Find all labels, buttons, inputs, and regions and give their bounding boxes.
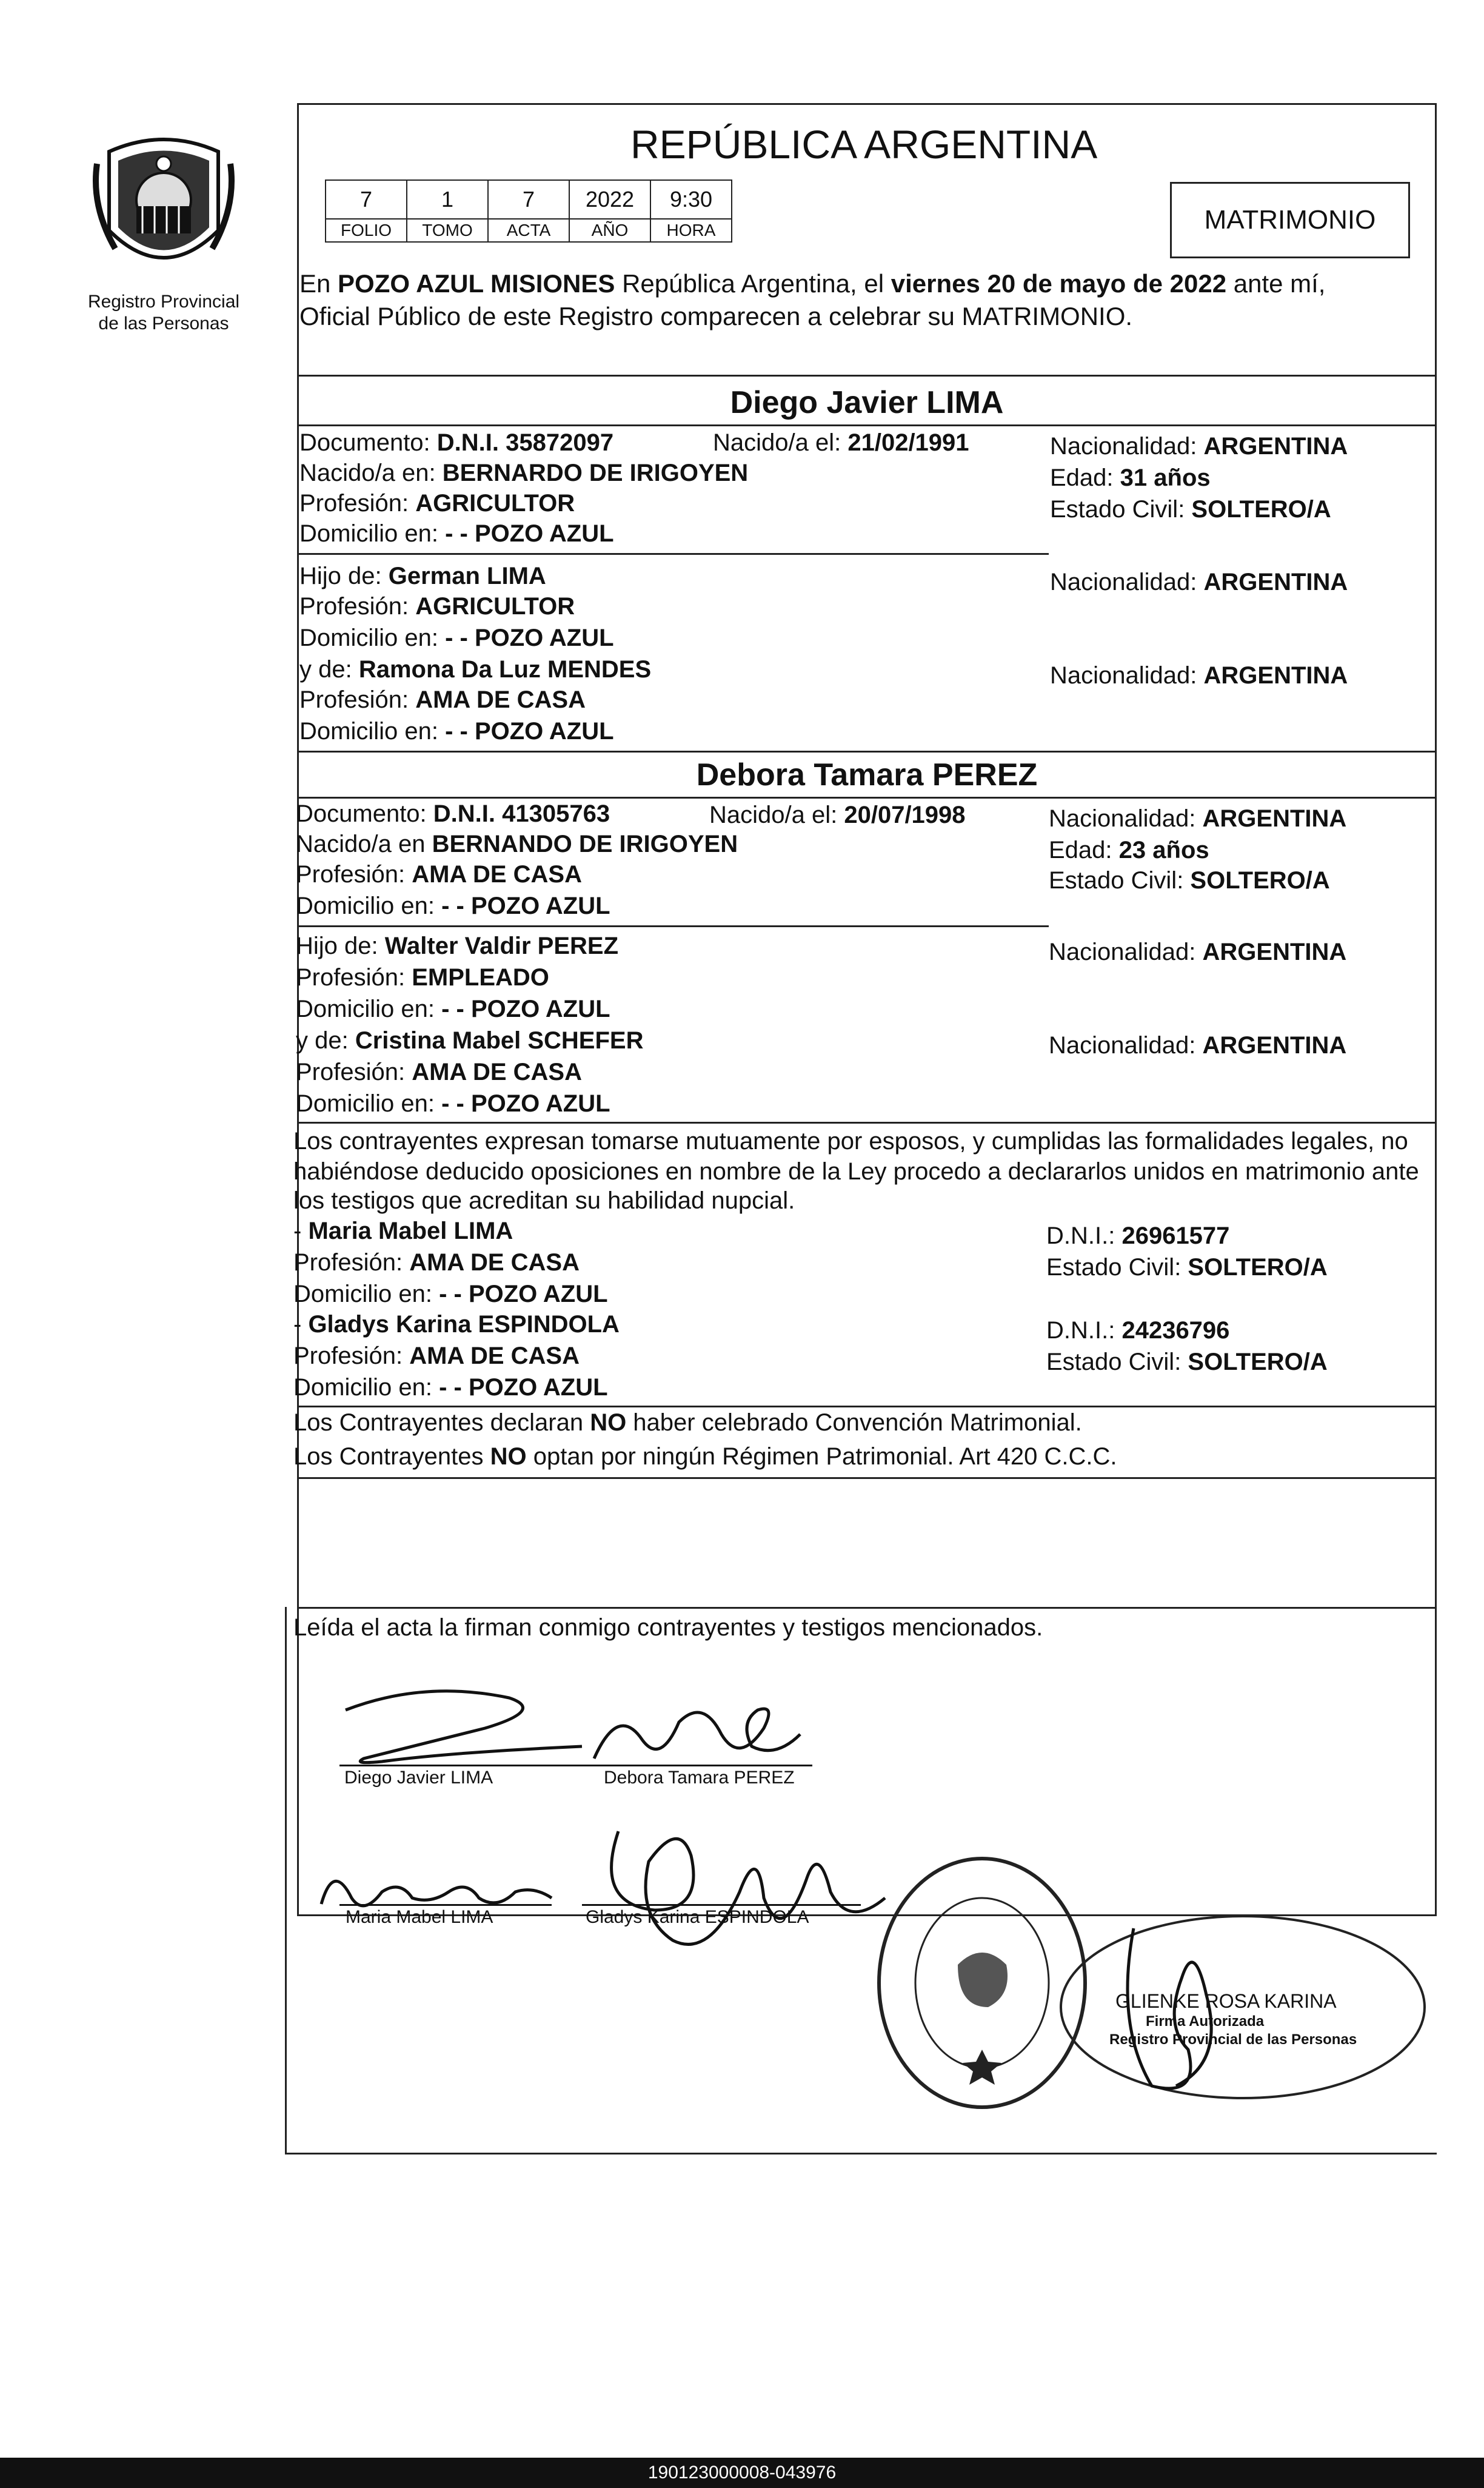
act-type-badge: MATRIMONIO [1170, 182, 1410, 258]
value: SOLTERO/A [1188, 1349, 1328, 1375]
label: Domicilio en: [296, 893, 442, 919]
intro-text: ante mí, [1226, 269, 1326, 298]
acta-value: 7 [488, 180, 569, 219]
year-value: 2022 [569, 180, 650, 219]
section-divider [297, 424, 1437, 426]
value: AGRICULTOR [415, 593, 575, 620]
groom-mother-profession [299, 685, 586, 714]
witness-2-signature [582, 1807, 897, 1965]
text: Los Contrayentes declaran [293, 1409, 590, 1436]
bride-document [296, 799, 610, 828]
folio-value: 7 [326, 180, 407, 219]
witness-1-name [293, 1216, 513, 1246]
label: Estado Civil: [1050, 496, 1192, 523]
closing-statement: Leída el acta la firman conmigo contrayentes y testigos mencionados. [293, 1614, 1043, 1641]
groom-mother-nationality [1050, 661, 1348, 690]
folio-label: FOLIO [326, 219, 407, 242]
label: Nacionalidad: [1049, 1032, 1203, 1059]
label: Nacionalidad: [1050, 569, 1204, 595]
label: D.N.I.: [1046, 1317, 1122, 1344]
bride-profession [296, 860, 582, 889]
value: ARGENTINA [1202, 805, 1347, 832]
value: ARGENTINA [1203, 662, 1348, 689]
label: Profesión: [293, 1343, 410, 1369]
bride-signature-line [582, 1765, 812, 1766]
bride-age [1049, 836, 1209, 865]
text: Los Contrayentes [293, 1443, 490, 1470]
bullet: - [293, 1311, 309, 1338]
officer-organization: Registro Provincial de las Personas [1109, 2031, 1357, 2048]
label: Domicilio en: [296, 1090, 442, 1117]
section-divider [297, 797, 1437, 799]
value: SOLTERO/A [1188, 1254, 1328, 1281]
groom-domicile [299, 519, 614, 548]
intro-line-2: Oficial Público de este Registro comparecen a celebrar su MATRIMONIO. [299, 302, 1133, 330]
label: Domicilio en: [296, 996, 442, 1022]
value: - - POZO AZUL [439, 1281, 608, 1307]
groom-birthdate [713, 428, 969, 457]
witness-1-signature-line [339, 1904, 552, 1906]
row-separator [297, 925, 1049, 927]
declaration-line-3: los testigos que acreditan su habilidad nupcial. [293, 1187, 795, 1214]
bride-birthplace [296, 830, 738, 859]
label: y de: [299, 656, 359, 683]
province-crest-logo [85, 127, 242, 285]
year-label: AÑO [569, 219, 650, 242]
value: D.N.I. 41305763 [433, 800, 610, 827]
tomo-value: 1 [407, 180, 488, 219]
bride-signature-caption: Debora Tamara PEREZ [604, 1768, 795, 1788]
groom-mother-domicile [299, 717, 614, 746]
groom-document [299, 428, 613, 457]
witness-2-signature-caption: Gladys Karina ESPINDOLA [586, 1907, 809, 1927]
value: ARGENTINA [1202, 939, 1347, 965]
declaration-line-2: habiéndose deducido oposiciones en nombre de la Ley procedo a declararlos unidos en matrimonio ante [293, 1158, 1419, 1185]
bride-mother [296, 1026, 644, 1055]
value: Maria Mabel LIMA [308, 1218, 513, 1244]
frame-left-edge [285, 1607, 287, 2153]
emphasis: NO [490, 1443, 527, 1470]
value: Cristina Mabel SCHEFER [355, 1027, 644, 1054]
bride-mother-domicile [296, 1089, 610, 1118]
bullet: - [293, 1218, 309, 1244]
bride-mother-nationality [1049, 1031, 1346, 1060]
label: Domicilio en: [293, 1374, 440, 1401]
tomo-label: TOMO [407, 219, 488, 242]
label: Estado Civil: [1049, 867, 1191, 894]
bride-father [296, 931, 618, 961]
value: ARGENTINA [1203, 433, 1348, 460]
value: 21/02/1991 [847, 429, 969, 456]
witness-2-name [293, 1310, 620, 1339]
groom-father-profession [299, 592, 575, 621]
label: Edad: [1049, 837, 1119, 863]
label: Nacido/a en [296, 831, 432, 857]
value: - - POZO AZUL [441, 893, 610, 919]
bride-father-nationality [1049, 937, 1346, 967]
value: German LIMA [388, 563, 546, 589]
bride-birthdate [709, 800, 966, 830]
label: Documento: [299, 429, 437, 456]
intro-text: En [299, 269, 338, 298]
label: Profesión: [296, 1059, 412, 1085]
witness-1-dni [1046, 1221, 1229, 1250]
witness-2-domicile [293, 1373, 608, 1402]
value: SOLTERO/A [1190, 867, 1330, 894]
label: Estado Civil: [1046, 1254, 1188, 1281]
section-divider [297, 375, 1437, 377]
groom-signature [327, 1674, 618, 1771]
label: Profesión: [299, 490, 416, 517]
country-title: REPÚBLICA ARGENTINA [630, 122, 1098, 167]
section-divider [297, 1607, 1437, 1609]
groom-name-heading: Diego Javier LIMA [730, 385, 1004, 420]
label: Nacionalidad: [1050, 662, 1204, 689]
value: EMPLEADO [412, 964, 549, 991]
value: 20/07/1998 [844, 802, 966, 828]
officer-title: Firma Autorizada [1146, 2013, 1265, 2030]
section-divider [297, 751, 1437, 753]
emphasis: NO [590, 1409, 627, 1436]
label: Domicilio en: [299, 520, 446, 547]
witness-2-dni [1046, 1316, 1229, 1345]
label: y de: [296, 1027, 355, 1054]
label: Profesión: [296, 861, 412, 888]
value: BERNARDO DE IRIGOYEN [442, 460, 749, 486]
label: Domicilio en: [299, 625, 446, 651]
value: AMA DE CASA [412, 861, 582, 888]
value: AMA DE CASA [415, 686, 586, 713]
intro-line-1 [299, 269, 1325, 298]
value: D.N.I. 35872097 [436, 429, 614, 456]
value: - - POZO AZUL [441, 996, 610, 1022]
bride-father-domicile [296, 994, 610, 1024]
witness-1-domicile [293, 1279, 608, 1309]
witness-1-signature-caption: Maria Mabel LIMA [346, 1907, 493, 1927]
value: 24236796 [1121, 1317, 1230, 1344]
label: Profesión: [296, 964, 412, 991]
groom-profession [299, 489, 575, 518]
bride-father-profession [296, 963, 549, 992]
bride-domicile [296, 891, 610, 920]
label: Profesión: [299, 593, 416, 620]
groom-birthplace [299, 458, 748, 488]
document-id-bar: 190123000008-043976 [0, 2458, 1484, 2488]
value: SOLTERO/A [1191, 496, 1331, 523]
groom-civil-status [1050, 495, 1331, 524]
registry-caption [61, 291, 267, 335]
frame-bottom-edge [285, 2153, 1437, 2154]
declaration-line-1: Los contrayentes expresan tomarse mutuamente por esposos, y cumplidas las formalidades legales, no [293, 1128, 1408, 1155]
value: - - POZO AZUL [439, 1374, 608, 1401]
label: D.N.I.: [1046, 1222, 1122, 1249]
groom-signature-line [339, 1765, 588, 1766]
convention-line-2 [293, 1442, 1117, 1471]
value: AGRICULTOR [415, 490, 575, 517]
label: Nacido/a el: [709, 802, 844, 828]
groom-signature-caption: Diego Javier LIMA [344, 1768, 493, 1788]
caption-line-1: Registro Provincial [87, 292, 240, 312]
officer-name: GLIENKE ROSA KARINA [1115, 1990, 1337, 2012]
value: Ramona Da Luz MENDES [358, 656, 652, 683]
groom-mother [299, 655, 651, 684]
value: Gladys Karina ESPINDOLA [308, 1311, 620, 1338]
value: AMA DE CASA [409, 1249, 580, 1276]
label: Domicilio en: [293, 1281, 440, 1307]
bride-mother-profession [296, 1058, 582, 1087]
label: Nacionalidad: [1049, 939, 1203, 965]
value: - - POZO AZUL [445, 718, 614, 745]
section-divider [297, 1122, 1437, 1124]
witness-1-profession [293, 1248, 580, 1277]
value: AMA DE CASA [412, 1059, 582, 1085]
convention-line-1 [293, 1408, 1082, 1437]
label: Documento: [296, 800, 433, 827]
witness-2-civil-status [1046, 1347, 1328, 1376]
hour-label: HORA [650, 219, 732, 242]
label: Hijo de: [299, 563, 389, 589]
label: Nacido/a el: [713, 429, 848, 456]
value: 26961577 [1121, 1222, 1230, 1249]
value: 31 años [1120, 464, 1211, 491]
groom-father-domicile [299, 623, 614, 652]
label: Nacionalidad: [1050, 433, 1204, 460]
value: 23 años [1118, 837, 1209, 863]
groom-father [299, 562, 546, 591]
caption-line-2: de las Personas [98, 314, 229, 334]
groom-age [1050, 463, 1211, 492]
intro-text: República Argentina, el [615, 269, 891, 298]
intro-place: POZO AZUL MISIONES [338, 269, 615, 298]
bride-name-heading: Debora Tamara PEREZ [696, 757, 1038, 793]
value: ARGENTINA [1203, 569, 1348, 595]
text: optan por ningún Régimen Patrimonial. Art 420 C.C.C. [526, 1443, 1117, 1470]
value: AMA DE CASA [409, 1343, 580, 1369]
groom-father-nationality [1050, 568, 1348, 597]
value: Walter Valdir PEREZ [384, 933, 619, 959]
label: Hijo de: [296, 933, 385, 959]
label: Profesión: [299, 686, 416, 713]
witness-2-profession [293, 1341, 580, 1370]
bride-nationality [1049, 804, 1346, 833]
hour-value: 9:30 [650, 180, 732, 219]
label: Domicilio en: [299, 718, 446, 745]
bride-civil-status [1049, 866, 1330, 895]
section-divider [297, 1406, 1437, 1407]
label: Nacionalidad: [1049, 805, 1203, 832]
label: Nacido/a en: [299, 460, 443, 486]
label: Profesión: [293, 1249, 410, 1276]
label: Estado Civil: [1046, 1349, 1188, 1375]
value: - - POZO AZUL [441, 1090, 610, 1117]
text: haber celebrado Convención Matrimonial. [626, 1409, 1082, 1436]
intro-date: viernes 20 de mayo de 2022 [891, 269, 1227, 298]
acta-label: ACTA [488, 219, 569, 242]
section-divider [297, 1477, 1437, 1479]
value: BERNANDO DE IRIGOYEN [432, 831, 738, 857]
registration-table [325, 179, 732, 243]
groom-nationality [1050, 432, 1348, 461]
label: Edad: [1050, 464, 1120, 491]
value: ARGENTINA [1202, 1032, 1347, 1059]
value: - - POZO AZUL [445, 520, 614, 547]
value: - - POZO AZUL [445, 625, 614, 651]
witness-1-civil-status [1046, 1253, 1328, 1282]
witness-2-signature-line [582, 1904, 861, 1906]
row-separator [297, 553, 1049, 555]
